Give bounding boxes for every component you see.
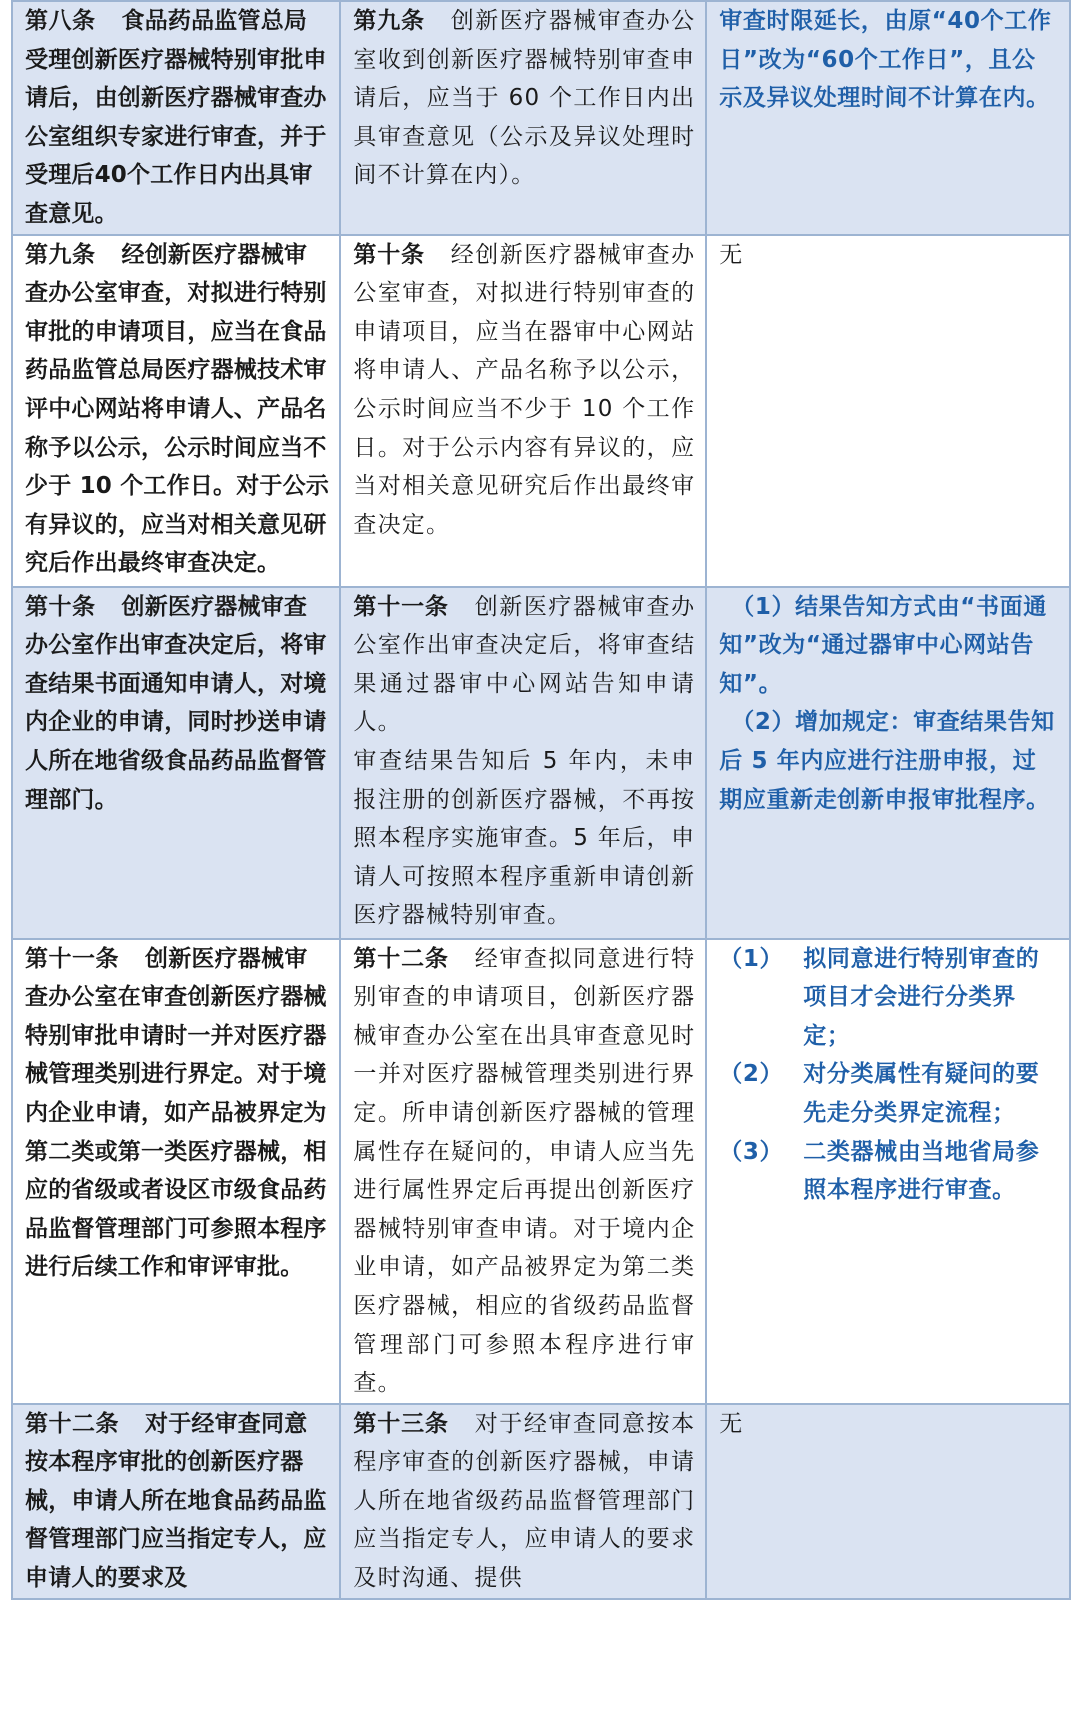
old-provision-text: 对于经审查同意按本程序审批的创新医疗器械，申请人所在地食品药品监督管理部门应当指定专人，应申请人的要求及 bbox=[25, 1410, 327, 1592]
change-note-cell bbox=[706, 587, 1070, 939]
new-provision-text-2: 审查结果告知后 5 年内，未申报注册的创新医疗器械，不再按照本程序实施审查。5 年后，申请人可按照本程序重新申请创新医疗器械特别审查。 bbox=[353, 747, 696, 929]
change-note-list bbox=[719, 940, 1059, 1210]
change-note-cell bbox=[706, 939, 1070, 1404]
old-article-number: 第十一条 bbox=[25, 945, 119, 972]
new-provision-text: 创新医疗器械审查办公室收到创新医疗器械特别审查申请后，应当于 60 个工作日内出具审查意见（公示及异议处理时间不计算在内）。 bbox=[353, 8, 696, 189]
change-note-text: 无 bbox=[719, 241, 743, 268]
old-provision-text: 创新医疗器械审查办公室在审查创新医疗器械特别审批申请时一并对医疗器械管理类别进行界定。对于境内企业申请，如产品被界定为第二类或第一类医疗器械，相应的省级或者设区市级食品药品监督管理部门可参照本程序进行后续工作和审评审批。 bbox=[25, 945, 327, 1281]
comparison-table bbox=[11, 0, 1071, 1600]
table-row bbox=[12, 939, 1070, 1404]
table-row bbox=[12, 235, 1070, 587]
old-provision-cell bbox=[12, 1, 340, 235]
change-note-text: 审查时限延长，由原“40个工作日”改为“60个工作日”，且公示及异议处理时间不计算在内。 bbox=[719, 8, 1052, 112]
old-provision-text: 经创新医疗器械审查办公室审查，对拟进行特别审批的申请项目，应当在食品药品监管总局医疗器械技术审评中心网站将申请人、产品名称予以公示，公示时间应当不少于 10 个工作日。对于公示有异议的，应当对相关意见研究后作出最终审查决定。 bbox=[25, 241, 330, 577]
old-article-number: 第十条 bbox=[25, 593, 96, 620]
list-item bbox=[719, 940, 1059, 1056]
old-provision-text: 创新医疗器械审查办公室作出审查决定后，将审查结果书面通知申请人，对境内企业的申请，同时抄送申请人所在地省级食品药品监督管理部门。 bbox=[25, 593, 327, 813]
new-provision-cell bbox=[340, 1404, 706, 1599]
new-article-number: 第十三条 bbox=[353, 1410, 449, 1437]
list-item-number: （2） bbox=[719, 1061, 784, 1088]
list-item bbox=[719, 1133, 1059, 1210]
change-note-text: （1）结果告知方式由“书面通知”改为“通过器审中心网站告知”。 bbox=[719, 593, 1047, 697]
change-note-text-2: （2）增加规定：审查结果告知后 5 年内应进行注册申报，过期应重新走创新申报审批程序。 bbox=[719, 709, 1055, 813]
new-provision-cell bbox=[340, 235, 706, 587]
new-article-number: 第十二条 bbox=[353, 945, 449, 972]
list-item-text: 二类器械由当地省局参照本程序进行审查。 bbox=[803, 1138, 1040, 1204]
list-item-number: （3） bbox=[719, 1138, 784, 1165]
table-row bbox=[12, 1404, 1070, 1599]
new-provision-cell bbox=[340, 1, 706, 235]
change-note-text: 无 bbox=[719, 1410, 743, 1437]
table-row bbox=[12, 587, 1070, 939]
old-provision-text: 食品药品监管总局受理创新医疗器械特别审批申请后，由创新医疗器械审查办公室组织专家进行审查，并于受理后40个工作日内出具审查意见。 bbox=[25, 8, 327, 227]
new-article-number: 第九条 bbox=[353, 8, 425, 34]
new-provision-text: 创新医疗器械审查办公室作出审查决定后，将审查结果通过器审中心网站告知申请人。 bbox=[353, 593, 696, 736]
change-note-cell bbox=[706, 235, 1070, 587]
list-item-text: 对分类属性有疑问的要先走分类界定流程； bbox=[803, 1061, 1040, 1126]
list-item-text: 拟同意进行特别审查的项目才会进行分类界定； bbox=[803, 945, 1040, 1049]
old-provision-cell bbox=[12, 1404, 340, 1599]
old-provision-cell bbox=[12, 939, 340, 1404]
new-provision-text: 经审查拟同意进行特别审查的申请项目，创新医疗器械审查办公室在出具审查意见时一并对医疗器械管理类别进行界定。所申请创新医疗器械的管理属性存在疑问的，申请人应当先进行属性界定后再提出创新医疗器械特别审查申请。对于境内企业申请，如产品被界定为第二类医疗器械，相应的省级药品监督管理部门可参照本程序进行审查。 bbox=[353, 945, 696, 1397]
new-provision-cell bbox=[340, 939, 706, 1404]
old-article-number: 第九条 bbox=[25, 241, 96, 268]
list-item-number: （1） bbox=[719, 945, 784, 972]
new-provision-text: 经创新医疗器械审查办公室审查，对拟进行特别审查的申请项目，应当在器审中心网站将申请人、产品名称予以公示，公示时间应当不少于 10 个工作日。对于公示内容有异议的，应当对相关意见研究后作出最终审查决定。 bbox=[353, 241, 696, 538]
new-provision-text: 对于经审查同意按本程序审查的创新医疗器械，申请人所在地省级药品监督管理部门应当指定专人，应申请人的要求及时沟通、提供 bbox=[353, 1410, 696, 1592]
new-provision-cell bbox=[340, 587, 706, 939]
change-note-cell bbox=[706, 1, 1070, 235]
list-item bbox=[719, 1055, 1059, 1132]
old-article-number: 第十二条 bbox=[25, 1410, 119, 1437]
old-provision-cell bbox=[12, 587, 340, 939]
old-provision-cell bbox=[12, 235, 340, 587]
old-article-number: 第八条 bbox=[25, 8, 96, 34]
table-row bbox=[12, 1, 1070, 235]
new-article-number: 第十条 bbox=[353, 241, 425, 268]
new-article-number: 第十一条 bbox=[353, 593, 449, 620]
change-note-cell bbox=[706, 1404, 1070, 1599]
